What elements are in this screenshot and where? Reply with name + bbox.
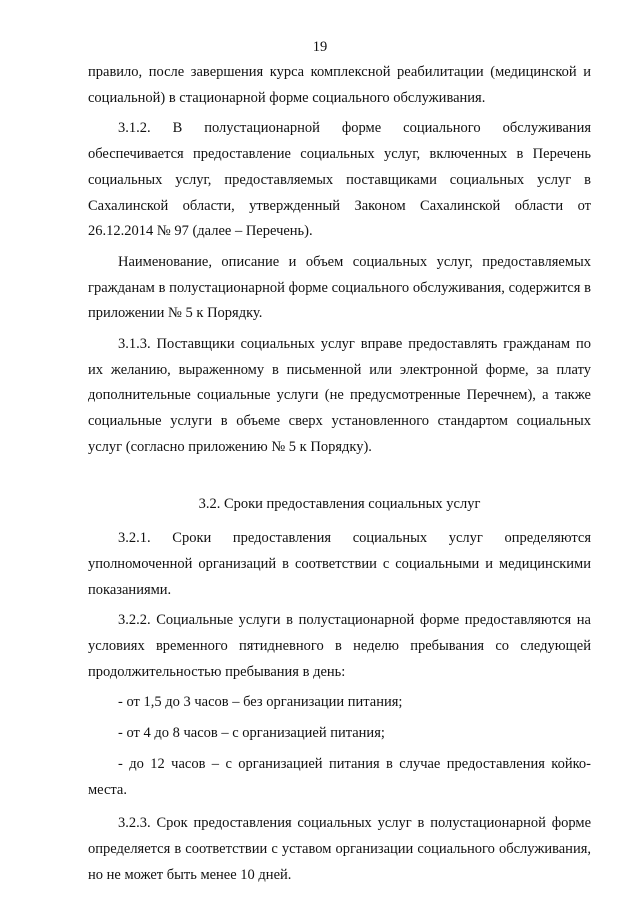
list-item: - от 1,5 до 3 часов – без организации питания; [118, 694, 403, 711]
section-heading: 3.2. Сроки предоставления социальных услуг [198, 495, 481, 512]
list-item: - от 4 до 8 часов – с организацией питания; [118, 725, 385, 742]
page-body [88, 60, 591, 888]
paragraph-3-1-2: 3.1.2. В полустационарной форме социального обслуживания обеспечивается предоставление социальных услуг, включенных в Перечень социальных услуг, предоставляемых поставщиками социальных услуг в Сахалинской области, утвержденный Законом Сахалинской области от 26.12.2014 № 97 (далее – Перечень). [88, 120, 591, 240]
page-number: 19 [312, 39, 328, 55]
list-item: - до 12 часов – с организацией питания в случае предоставления койко-места. [88, 755, 591, 798]
paragraph-continuation: правило, после завершения курса комплексной реабилитации (медицинской и социальной) в стационарной форме социального обслуживания. [88, 64, 591, 106]
paragraph-3-1-3: 3.1.3. Поставщики социальных услуг вправе предоставлять гражданам по их желанию, выраженному в письменной или электронной форме, за плату дополнительные социальные услуги (не предусмотренные Перечнем), а также социальные услуги в объеме сверх установленного стандартом социальных услуг (согласно приложению № 5 к Порядку). [88, 336, 591, 455]
paragraph-services-description: Наименование, описание и объем социальных услуг, предоставляемых гражданам в полустационарной форме социального обслуживания, содержится в приложении № 5 к Порядку. [88, 253, 591, 322]
paragraph-3-2-1: 3.2.1. Сроки предоставления социальных услуг определяются уполномоченной организаций в соответствии с социальными и медицинскими показаниями. [88, 530, 591, 598]
paragraph-3-2-2: 3.2.2. Социальные услуги в полустационарной форме предоставляются на условиях временного пятидневного в неделю пребывания со следующей продолжительностью пребывания в день: [88, 612, 591, 680]
paragraph-3-2-3: 3.2.3. Срок предоставления социальных услуг в полустационарной форме определяется в соответствии с уставом организации социального обслуживания, но не может быть менее 10 дней. [88, 815, 591, 883]
